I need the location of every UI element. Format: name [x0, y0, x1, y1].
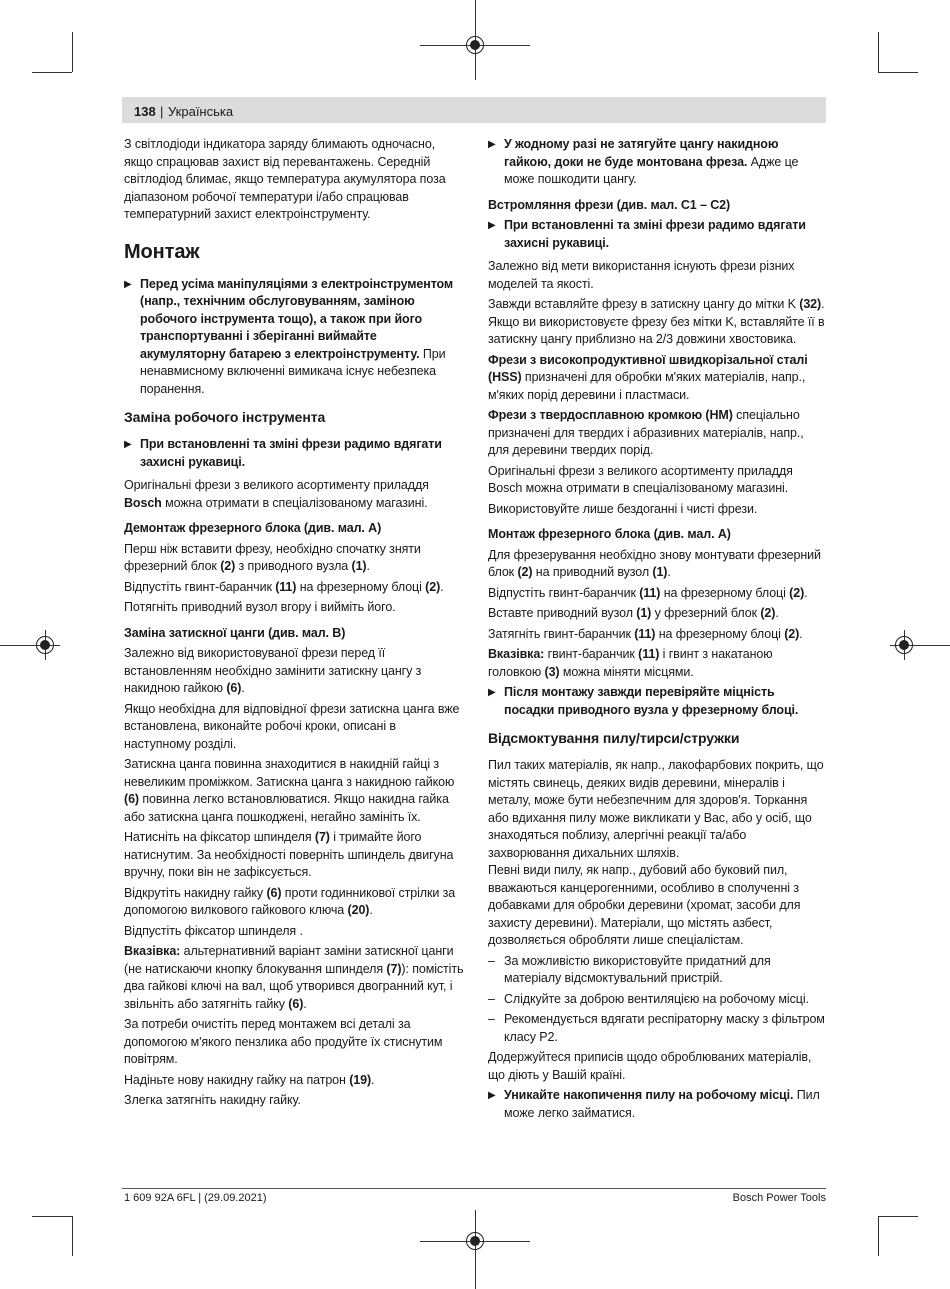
warning-item: ▶ Після монтажу завжди перевіряйте міцність посадки приводного вузла у фрезерному блоці. [488, 685, 799, 717]
warning-item: ▶ При встановленні та зміні фрези радимо вдягати захисні рукавиці. [124, 437, 442, 469]
crop-mark [878, 1216, 918, 1217]
section-title-dust: Відсмоктування пилу/тирси/стружки [488, 730, 740, 746]
list-item: – За можливістю використовуйте придатний для матеріалу відсмоктувальний пристрій. [488, 953, 771, 985]
crop-mark [32, 1216, 72, 1217]
crop-mark [32, 72, 72, 73]
paragraph: Перш ніж вставити фрезу, необхідно спочатку зняти фрезерний блок (2) з приводного вузла (1). [124, 541, 421, 573]
registration-mark-icon [36, 636, 54, 654]
page-number: 138 [134, 104, 156, 119]
warning-triangle-icon: ▶ [124, 278, 132, 290]
crop-mark [878, 72, 918, 73]
paragraph: Натисніть на фіксатор шпинделя (7) і тримайте його натиснутим. За необхідності поверніть шпиндель двигуна вручну, поки він не зафіксується. [124, 830, 454, 879]
paragraph: Якщо необхідна для відповідної фрези затискна цанга вже встановлена, виконайте робочі кроки, описані в наступному розділі. [124, 701, 460, 751]
paragraph: Відпустіть фіксатор шпинделя . [124, 923, 303, 938]
paragraph: Додержуйтеся приписів щодо оброблюваних матеріалів, що діють у Вашій країні. [488, 1050, 812, 1082]
paragraph: Потягніть приводний вузол вгору і вийміть його. [124, 600, 396, 614]
warning-triangle-icon: ▶ [488, 687, 496, 698]
warning-triangle-icon: ▶ [488, 139, 496, 150]
warning-triangle-icon: ▶ [488, 1090, 496, 1101]
paragraph: Оригінальні фрези з великого асортименту приладдя Bosch можна отримати в спеціалізованому магазині. [124, 478, 429, 510]
paragraph: Фрези з високопродуктивної швидкорізальної сталі (HSS) призначені для обробки м'яких матеріалів, напр., м'яких порід деревини і пластмаси. [488, 352, 808, 402]
list-item: – Рекомендується вдягати респіраторну маску з фільтром класу P2. [488, 1012, 825, 1044]
paragraph: Завжди вставляйте фрезу в затискну цангу до мітки K (32). Якщо ви використовуєте фрезу без мітки K, вставляйте її в затискну цангу приблизно на 2/3 довжини хвостовика. [488, 297, 825, 346]
subsection-title: Встромляння фрези (див. мал. C1 – C2) [488, 197, 731, 212]
paragraph: Певні види пилу, як напр., дубовий або буковий пил, вважаються канцерогенними, особливо в сполученні з добавками для обробки деревини (хромат, засоби для захисту деревини). Матеріали, що містять азбест, дозволяється обробляти лише спеціалістам. [488, 863, 801, 947]
paragraph: Пил таких матеріалів, як напр., лакофарбових покрить, що містять свинець, деяких видів деревини, мінералів і металу, може бути небезпечним для здоров'я. Торкання або вдихання пилу може викликати у Вас, або у осіб, що знаходяться поблизу, алергічні реакції та/або захворювання дихальних шляхів. [488, 758, 824, 860]
paragraph: Вказівка: альтернативний варіант заміни затискної цанги (не натискаючи кнопку блокування шпинделя (7)): помістіть два гайкові ключі на вал, щоб утворився двогранний кут, і звільніть або затягніть гайку (6). [124, 944, 464, 1011]
section-title-zamina: Заміна робочого інструмента [124, 409, 326, 425]
paragraph: Затискна цанга повинна знаходитися в накидній гайці з невеликим проміжком. Затискна цанга з накидною гайкою (6) повинна легко встановлюватися. Якщо накидна гайка або затискна цанга пошкоджені, негайно замініть їх. [124, 757, 455, 824]
paragraph: Надіньте нову накидну гайку на патрон (19). [124, 1072, 375, 1087]
paragraph: Залежно від мети використання існують фрези різних моделей та якості. [488, 259, 795, 291]
paragraph: Відпустіть гвинт-баранчик (11) на фрезерному блоці (2). [124, 579, 444, 594]
paragraph: Затягніть гвинт-баранчик (11) на фрезерному блоці (2). [488, 626, 803, 641]
right-column [488, 136, 826, 1128]
paragraph: Оригінальні фрези з великого асортименту приладдя Bosch можна отримати в спеціалізованому магазині. [488, 463, 793, 495]
list-item: – Слідкуйте за доброю вентиляцією на робочому місці. [488, 991, 809, 1006]
warning-item: ▶ Перед усіма маніпуляціями з електроінструментом (напр., технічним обслуговуванням, заміною робочого інструмента тощо), а також при його транспортуванні і зберіганні виймайте акумуляторну батарею з електроінструменту. При ненавмисному включенні вимикача існує небезпека поранення. [124, 276, 454, 396]
footer-doc-id: 1 609 92A 6FL | (29.09.2021) [124, 1192, 267, 1204]
warning-triangle-icon: ▶ [488, 220, 496, 231]
footer-brand: Bosch Power Tools [732, 1192, 826, 1204]
crop-mark [72, 32, 73, 72]
header-language: Українська [168, 104, 234, 119]
paragraph: Використовуйте лише бездоганні і чисті фрези. [488, 501, 758, 516]
registration-mark-icon [895, 636, 913, 654]
footer-divider [122, 1188, 826, 1189]
paragraph: Для фрезерування необхідно знову монтувати фрезерний блок (2) на приводний вузол (1). [488, 547, 821, 579]
subsection-title: Заміна затискної цанги (див. мал. B) [124, 625, 346, 640]
registration-mark-icon [466, 1232, 484, 1250]
crop-mark [878, 32, 879, 72]
paragraph: Залежно від використовуваної фрези перед її встановленням необхідно замінити затискну цангу з накидною гайкою (6). [124, 646, 422, 695]
warning-item: ▶ У жодному разі не затягуйте цангу накидною гайкою, доки не буде монтована фреза. Адже це може пошкодити цангу. [488, 137, 799, 186]
warning-item: ▶ Уникайте накопичення пилу на робочому місці. Пил може легко займатися. [488, 1088, 820, 1120]
subsection-title: Демонтаж фрезерного блока (див. мал. A) [124, 521, 382, 535]
paragraph: Вказівка: гвинт-баранчик (11) і гвинт з накатаною головкою (3) можна міняти місцями. [488, 647, 773, 679]
paragraph: Вставте приводний вузол (1) у фрезерний блок (2). [488, 606, 779, 620]
paragraph: Відкрутіть накидну гайку (6) проти годинникової стрілки за допомогою вилкового гайкового ключа (20). [124, 885, 456, 917]
left-column [124, 136, 464, 1113]
paragraph: Відпустіть гвинт-баранчик (11) на фрезерному блоці (2). [488, 585, 808, 600]
crop-mark [72, 1216, 73, 1256]
warning-triangle-icon: ▶ [124, 439, 132, 450]
intro-paragraph: З світлодіоди індикатора заряду блимають одночасно, якщо спрацював захист від перевантажень. Середній світлодіод блимає, якщо температура акумулятора поза діапазоном робочої температури і/або спрацював температурний захист електроінструменту. [124, 137, 446, 221]
header-separator: | [160, 104, 164, 119]
registration-mark-icon [466, 36, 484, 54]
subsection-title: Монтаж фрезерного блока (див. мал. A) [488, 527, 731, 541]
paragraph: Фрези з твердосплавною кромкою (HM) спеціально призначені для твердих і абразивних матеріалів, напр., для деревини твердих порід. [488, 408, 804, 457]
paragraph: За потреби очистіть перед монтажем всі деталі за допомогою м'якого пензлика або продуйте їх стиснутим повітрям. [124, 1017, 443, 1066]
section-title-montazh: Монтаж [124, 240, 200, 263]
paragraph: Злегка затягніть накидну гайку. [124, 1093, 301, 1107]
warning-item: ▶ При встановленні та зміні фрези радимо вдягати захисні рукавиці. [488, 218, 806, 250]
crop-mark [878, 1216, 879, 1256]
